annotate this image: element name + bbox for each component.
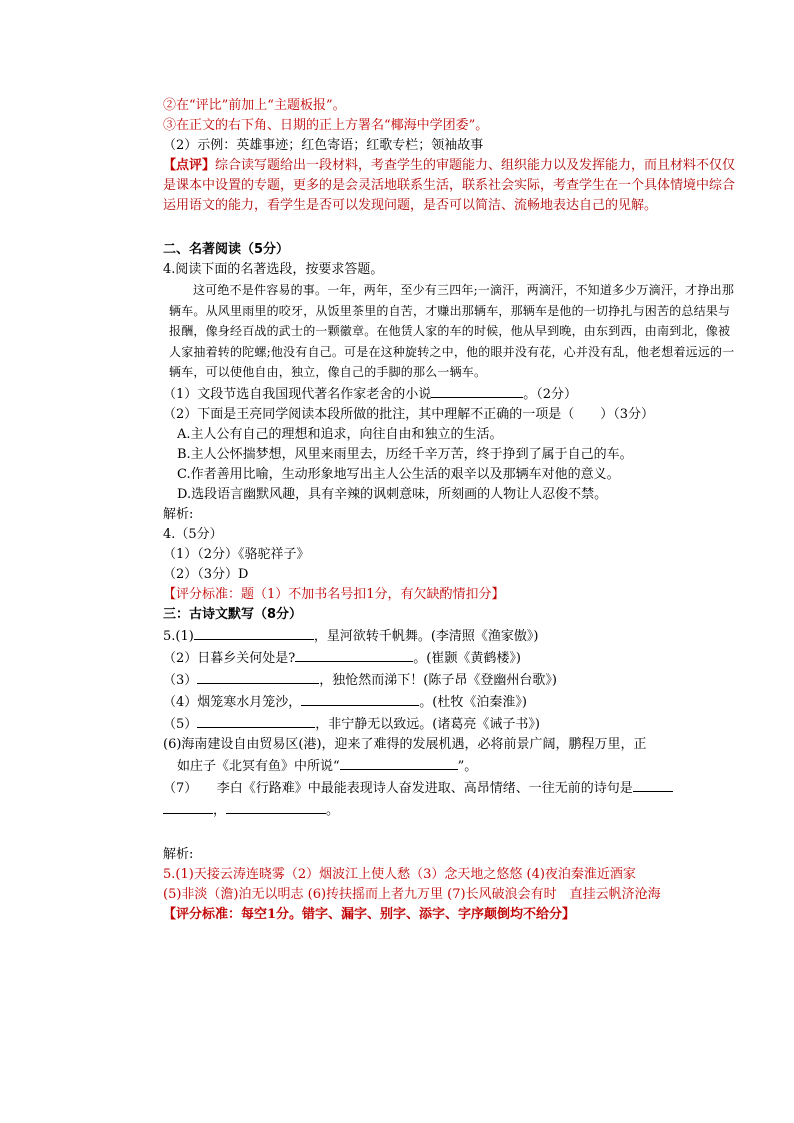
- answer-line-3: ③在正文的右下角、日期的正上方署名“椰海中学团委”。: [163, 118, 489, 133]
- poem-line-6: (6)海南建设自由贸易区(港)，迎来了难得的发展机遇，必将前景广阔，鹏程万里，正: [163, 736, 647, 752]
- comment-text: 综合读写题给出一段材料，考查学生的审题能力、组织能力以及发挥能力，而且材料不仅仅是课本中设置的专题，更多的是会灵活地联系生活，联系社会实际，考查学生在一个具体情境中综合运用语文的能力，看学生是否可以发现问题，是否可以简洁、流畅地表达自己的见解。: [163, 158, 736, 213]
- section-2-title: 二、名著阅读（5分）: [163, 242, 290, 257]
- analysis-label-5: 解析:: [163, 846, 194, 862]
- answer-4-header: 4.（5分）: [163, 526, 223, 542]
- sub-question-1: （1）文段节选自我国现代著名作家老舍的小说 。（2分）: [163, 383, 738, 405]
- example-answer: （2）示例：英雄事迹；红色寄语；红歌专栏；领袖故事: [163, 138, 484, 153]
- sub-question-2: （2）下面是王亮同学阅读本段所做的批注，其中理解不正确的一项是（ ）（3分）: [163, 406, 655, 422]
- poem-line-4: （4）烟笼寒水月笼沙， 。(杜牧《泊秦淮》): [163, 691, 738, 713]
- question-4: 4.阅读下面的名著选段，按要求答题。: [163, 262, 384, 277]
- answer-blank[interactable]: [633, 777, 673, 792]
- answer-blank[interactable]: [194, 625, 314, 640]
- option-c: C.作者善用比喻，生动形象地写出主人公生活的艰辛以及那辆车对他的意义。: [177, 466, 620, 482]
- comment-paragraph: [163, 156, 738, 216]
- option-a: A.主人公有自己的理想和追求，向往自由和独立的生活。: [177, 426, 503, 442]
- poem-line-6b: 如庄子《北冥有鱼》中所说“ ”。: [163, 755, 738, 777]
- section-3-title: 三：古诗文默写（8分）: [163, 606, 303, 622]
- document-page: [163, 96, 738, 925]
- poem-line-7b: ， 。: [163, 799, 738, 821]
- scoring-criteria-4: 【评分标准：题（1）不加书名号扣1分，有欠缺酌情扣分】: [163, 586, 505, 602]
- answer-blank[interactable]: [340, 755, 458, 770]
- option-d: D.选段语言幽默风趣，具有辛辣的讽刺意味，所刻画的人物让人忍俊不禁。: [177, 486, 608, 502]
- option-b: B.主人公怀揣梦想，风里来雨里去，历经千辛万苦，终于挣到了属于自己的车。: [177, 446, 633, 462]
- answer-5-line-1: 5.(1)天接云涛连晓雾（2）烟波江上使人愁（3）念天地之悠悠 (4)夜泊秦淮近酒家: [163, 866, 636, 882]
- poem-line-2: （2）日暮乡关何处是? 。(崔颢《黄鹤楼》): [163, 647, 738, 669]
- answer-4-2: （2）（3分）D: [163, 566, 249, 582]
- answer-line-2: ②在“评比”前加上“主题板报”。: [163, 98, 346, 113]
- answer-5-line-2: (5)非淡（澹)泊无以明志 (6)抟扶摇而上者九万里 (7)长风破浪会有时 直挂云帆济沧海: [163, 886, 661, 902]
- comment-tag: 【点评】: [163, 158, 216, 173]
- answer-blank[interactable]: [295, 647, 413, 662]
- analysis-label: 解析:: [163, 506, 194, 522]
- answer-blank[interactable]: [226, 799, 326, 814]
- answer-4-1: （1）（2分）《骆驼祥子》: [163, 546, 310, 562]
- poem-line-1: 5.(1) ，星河欲转千帆舞。(李清照《渔家傲》): [163, 625, 738, 647]
- answer-blank[interactable]: [431, 383, 523, 398]
- answer-blank[interactable]: [197, 713, 315, 728]
- scoring-criteria-5: 【评分标准：每空1分。错字、漏字、别字、添字、字序颠倒均不给分】: [163, 906, 576, 922]
- poem-line-5: （5） ，非宁静无以致远。(诸葛亮《诫子书》): [163, 713, 738, 735]
- poem-line-3: （3） ，独怆然而涕下！(陈子昂《登幽州台歌》): [163, 669, 738, 691]
- answer-blank[interactable]: [163, 799, 213, 814]
- answer-blank[interactable]: [197, 669, 319, 684]
- novel-passage: 这可绝不是件容易的事。一年，两年，至少有三四年;一滴汗，两滴汗，不知道多少万滴汗，才挣出那辆车。从风里雨里的咬牙，从饭里茶里的自苦，才赚出那辆车，那辆车是他的一切挣扎与困苦的总结果与报酬，像身经百战的武士的一颗徽章。在他赁人家的车的时候，他从早到晚，由东到西，由南到北，像被人家抽着转的陀螺;他没有自己。可是在这种旋转之中，他的眼并没有花，心并没有乱，他老想着远远的一辆车，可以使他自由，独立，像自己的手脚的那么一辆车。: [169, 283, 735, 379]
- poem-line-7: （7） 李白《行路难》中最能表现诗人奋发进取、高昂情绪、一往无前的诗句是: [163, 777, 738, 799]
- answer-blank[interactable]: [301, 691, 419, 706]
